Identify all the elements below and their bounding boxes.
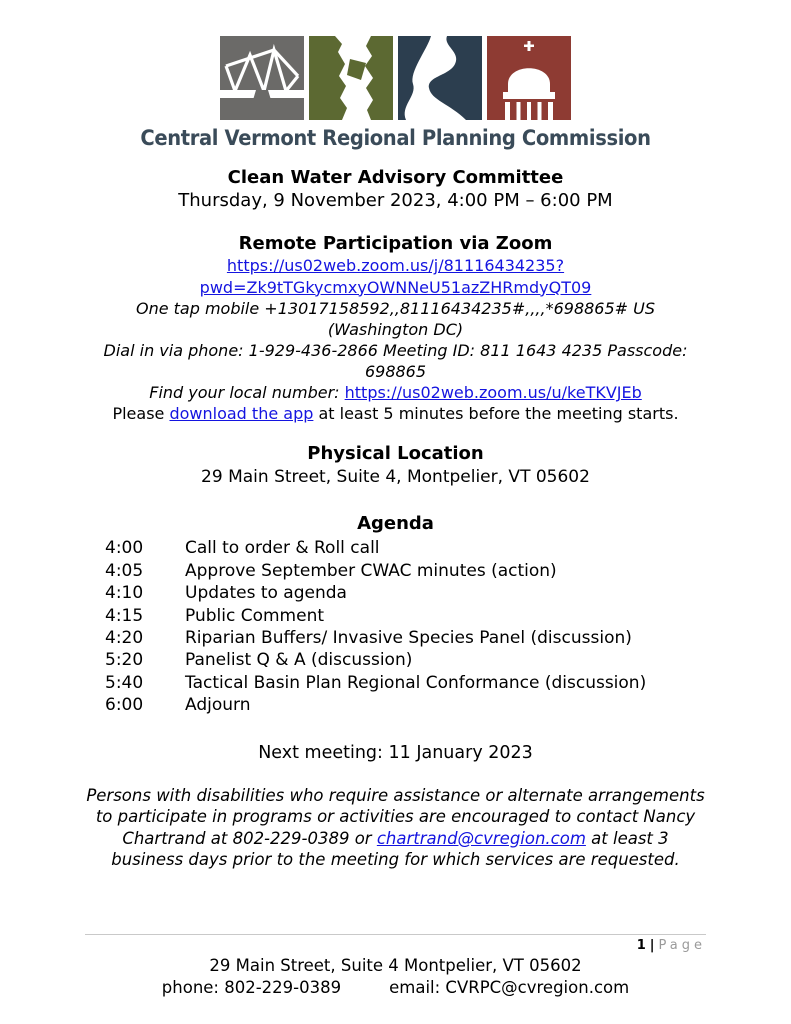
footer-email: email: CVRPC@cvregion.com <box>389 977 630 997</box>
accessibility-before: Persons with disabilities who require assistance or alternate arrangements to participate in programs or activities are encouraged to contact Nancy Chartrand at 802-229-0389 or <box>86 785 705 848</box>
local-number-label: Find your local number: <box>149 383 345 403</box>
agenda-time: 4:00 <box>105 538 144 559</box>
agenda-item <box>85 537 706 559</box>
accessibility-notice <box>85 785 706 871</box>
agenda-topic: Panelist Q & A (discussion) <box>185 650 413 671</box>
download-app-after: at least 5 minutes before the meeting starts. <box>313 404 679 424</box>
agenda-item <box>85 582 706 604</box>
agenda-topic: Public Comment <box>185 605 325 626</box>
agenda-time: 5:40 <box>105 672 144 693</box>
agenda-list <box>85 537 706 717</box>
footer-contact-line <box>85 977 706 998</box>
agenda-topic: Riparian Buffers/ Invasive Species Panel (discussion) <box>185 627 632 648</box>
location-address: 29 Main Street, Suite 4, Montpelier, VT 05602 <box>201 466 590 487</box>
download-app-link[interactable]: download the app <box>169 404 314 424</box>
agenda-time: 6:00 <box>105 695 144 716</box>
zoom-heading: Remote Participation via Zoom <box>238 233 553 255</box>
agenda-topic: Call to order & Roll call <box>185 538 380 559</box>
capitol-dome-icon <box>487 36 571 120</box>
vermont-state-icon <box>309 36 393 120</box>
zoom-join-link[interactable]: https://us02web.zoom.us/j/81116434235?pwd=Zk9tTGkycmxyOWNNeU51azZHRmdyQT09 <box>199 256 592 297</box>
bridge-icon <box>220 36 304 120</box>
download-app-before: Please <box>112 404 170 424</box>
logo-wordmark: Central Vermont Regional Planning Commission <box>140 126 651 150</box>
local-number-link[interactable]: https://us02web.zoom.us/u/keTKVJEb <box>344 383 642 403</box>
dial-in-info: Dial in via phone: 1-929-436-2866 Meeting ID: 811 1643 4235 Passcode: 698865 <box>103 340 688 381</box>
next-meeting-line: Next meeting: 11 January 2023 <box>258 742 533 763</box>
accessibility-email-link[interactable]: chartrand@cvregion.com <box>376 828 586 848</box>
agenda-topic: Adjourn <box>185 695 251 716</box>
agenda-topic: Approve September CWAC minutes (action) <box>185 560 557 581</box>
agenda-item <box>85 694 706 716</box>
blank-space <box>85 870 706 934</box>
cvrpc-logo <box>85 36 706 150</box>
remote-participation-section <box>85 232 706 424</box>
agenda-time: 4:05 <box>105 560 144 581</box>
river-icon <box>398 36 482 120</box>
agenda-item <box>85 672 706 694</box>
page-footer <box>85 934 706 998</box>
committee-title: Clean Water Advisory Committee <box>227 167 564 188</box>
agenda-topic: Updates to agenda <box>185 583 347 604</box>
page-label: Page <box>658 938 706 954</box>
local-number-line <box>85 382 706 403</box>
location-heading: Physical Location <box>307 443 484 465</box>
title-block <box>85 166 706 212</box>
meeting-datetime: Thursday, 9 November 2023, 4:00 PM – 6:00 PM <box>178 190 613 212</box>
footer-address: 29 Main Street, Suite 4 Montpelier, VT 05602 <box>209 956 582 976</box>
page-number-line <box>85 935 706 953</box>
page-number-separator: | <box>649 938 655 954</box>
agenda-item <box>85 605 706 627</box>
download-app-line <box>85 403 706 424</box>
agenda-time: 4:10 <box>105 583 144 604</box>
agenda-item <box>85 560 706 582</box>
agenda-time: 4:15 <box>105 605 144 626</box>
one-tap-mobile: One tap mobile +13017158592,,81116434235#,,,,*698865# US (Washington DC) <box>135 298 656 339</box>
physical-location-section <box>85 442 706 487</box>
agenda-time: 5:20 <box>105 650 144 671</box>
agenda-item <box>85 649 706 671</box>
footer-phone: phone: 802-229-0389 <box>161 977 342 997</box>
agenda-time: 4:20 <box>105 627 144 648</box>
logo-tile-row <box>85 36 706 120</box>
agenda-section <box>85 512 706 717</box>
page-number: 1 <box>636 938 646 954</box>
agenda-item <box>85 627 706 649</box>
agenda-topic: Tactical Basin Plan Regional Conformance (discussion) <box>185 672 647 693</box>
accessibility-after: at least 3 business days prior to the meeting for which services are requested. <box>111 828 680 870</box>
agenda-heading: Agenda <box>357 512 434 534</box>
